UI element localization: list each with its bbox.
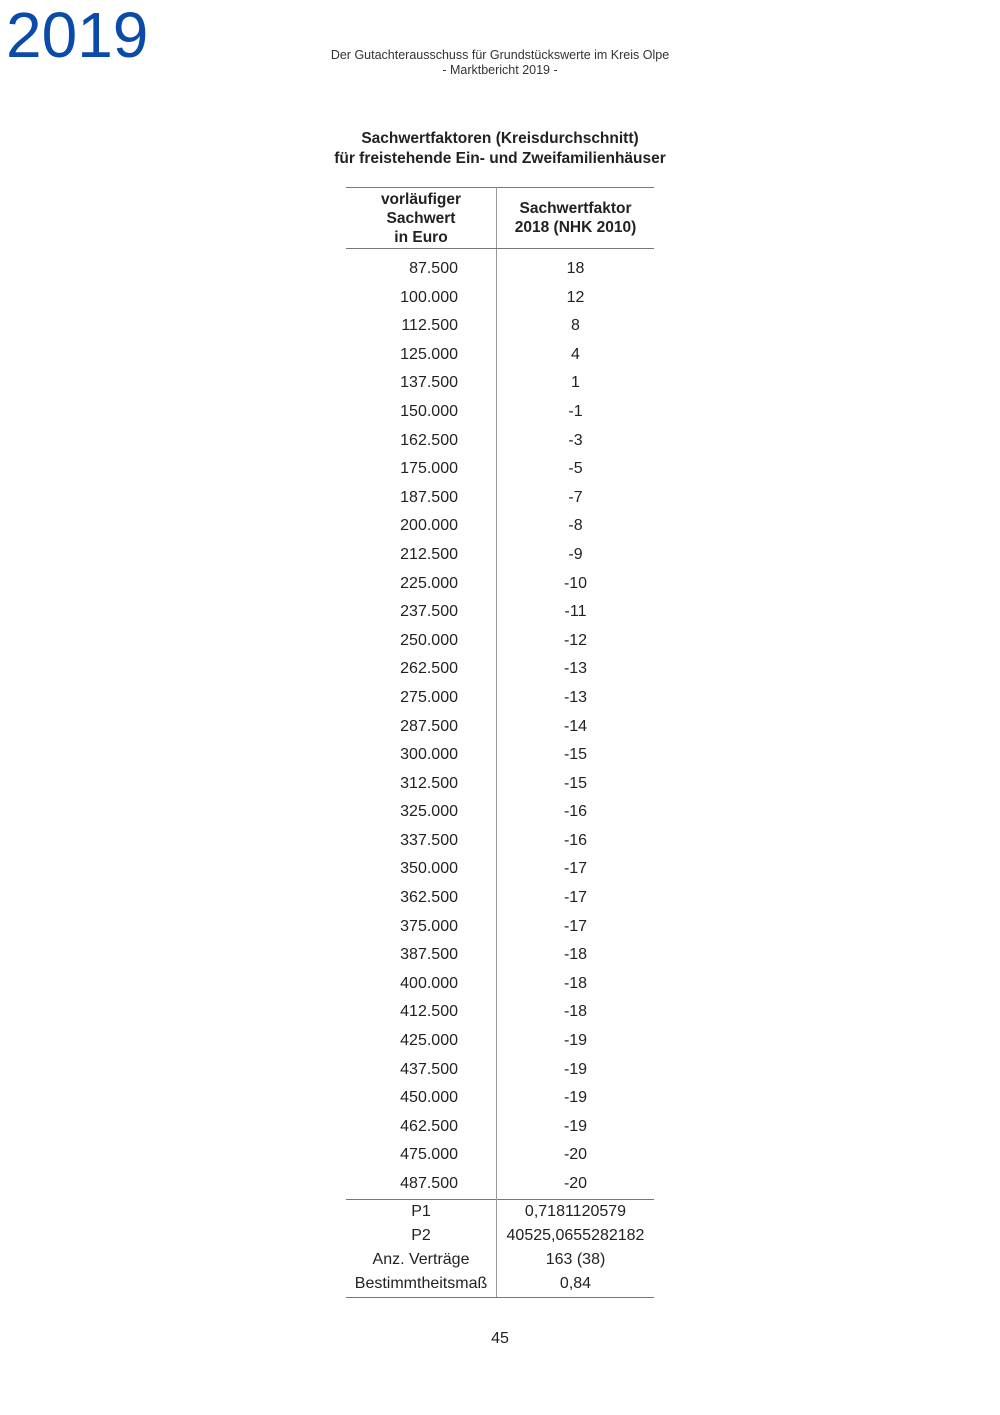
- sachwert-cell: 300.000: [346, 741, 497, 770]
- table-row: [346, 398, 654, 427]
- header-line-1: Der Gutachterausschuss für Grundstückswerte im Kreis Olpe: [330, 48, 670, 62]
- faktor-cell: -3: [568, 431, 583, 449]
- sachwert-cell: 475.000: [346, 1141, 497, 1170]
- sachwert-cell: 262.500: [346, 655, 497, 684]
- sachwert-cell: 150.000: [346, 398, 497, 427]
- column-header-line: in Euro: [394, 228, 448, 246]
- faktor-cell: -19: [563, 1060, 588, 1078]
- table-row: [346, 369, 654, 398]
- sachwert-cell: 200.000: [346, 512, 497, 541]
- summary-row: [346, 1224, 654, 1248]
- faktor-cell: -12: [563, 631, 588, 649]
- sachwert-cell: 187.500: [346, 484, 497, 513]
- table-row: [346, 713, 654, 742]
- summary-row: [346, 1272, 654, 1297]
- faktor-cell: -13: [563, 688, 588, 706]
- sachwertfaktor-table: [346, 187, 654, 1298]
- sachwert-cell: 375.000: [346, 913, 497, 942]
- faktor-cell: -8: [568, 517, 583, 535]
- table-row: [346, 655, 654, 684]
- table-row: [346, 512, 654, 541]
- faktor-cell: 1: [571, 374, 580, 392]
- sachwert-cell: 225.000: [346, 570, 497, 599]
- document-header: [300, 48, 700, 78]
- sachwert-cell: 112.500: [346, 312, 497, 341]
- sachwert-cell: 250.000: [346, 627, 497, 656]
- sachwert-cell: 312.500: [346, 770, 497, 799]
- table-row: [346, 541, 654, 570]
- faktor-cell: -5: [568, 460, 583, 478]
- column-header-line: vorläufiger: [380, 190, 462, 208]
- column-header-line: 2018 (NHK 2010): [514, 219, 637, 236]
- faktor-cell: -1: [568, 402, 583, 420]
- table-row: [346, 884, 654, 913]
- table-header-row: [346, 188, 654, 249]
- column-header-sachwert: [346, 188, 497, 249]
- sachwert-cell: 175.000: [346, 455, 497, 484]
- sachwert-cell: 275.000: [346, 684, 497, 713]
- table-row: [346, 312, 654, 341]
- faktor-cell: 18: [566, 260, 585, 277]
- column-header-line: Sachwertfaktor: [519, 200, 632, 217]
- table-row: [346, 1056, 654, 1085]
- column-header-line: Sachwert: [386, 209, 456, 227]
- summary-value: 163 (38): [545, 1251, 606, 1269]
- summary-value: 0,84: [497, 1272, 655, 1297]
- summary-label: P2: [346, 1224, 497, 1248]
- faktor-cell: 8: [571, 317, 580, 335]
- table-row: [346, 484, 654, 513]
- faktor-cell: -16: [563, 803, 588, 821]
- faktor-cell: -14: [563, 717, 588, 735]
- summary-value: 0,7181120579: [497, 1199, 655, 1224]
- sachwert-cell: 350.000: [346, 855, 497, 884]
- table-row: [346, 1027, 654, 1056]
- faktor-cell: -13: [563, 660, 588, 678]
- sachwert-cell: 362.500: [346, 884, 497, 913]
- table-row: [346, 741, 654, 770]
- sachwert-cell: 125.000: [346, 341, 497, 370]
- faktor-cell: -15: [563, 774, 588, 792]
- table-title-line-1: Sachwertfaktoren (Kreisdurchschnitt): [361, 130, 639, 147]
- table-row: [346, 1170, 654, 1199]
- table-row: [346, 249, 654, 284]
- faktor-cell: -17: [563, 889, 588, 907]
- faktor-cell: -11: [564, 603, 587, 621]
- sachwert-cell: 487.500: [346, 1170, 497, 1199]
- summary-value: 40525,0655282182: [506, 1226, 645, 1244]
- faktor-cell: -10: [563, 574, 588, 592]
- table-row: [346, 1084, 654, 1113]
- sachwert-cell: 437.500: [346, 1056, 497, 1085]
- table-row: [346, 1113, 654, 1142]
- summary-row: [346, 1248, 654, 1272]
- sachwert-cell: 100.000: [346, 284, 497, 313]
- header-line-2: - Marktbericht 2019 -: [442, 63, 558, 77]
- sachwert-cell: 400.000: [346, 970, 497, 999]
- corner-year: 2019: [6, 0, 149, 71]
- summary-label: P1: [346, 1199, 497, 1224]
- faktor-cell: -18: [563, 974, 588, 992]
- sachwert-cell: 287.500: [346, 713, 497, 742]
- table-row: [346, 913, 654, 942]
- table-row: [346, 1141, 654, 1170]
- faktor-cell: -19: [563, 1032, 588, 1050]
- sachwert-cell: 325.000: [346, 798, 497, 827]
- table-row: [346, 684, 654, 713]
- sachwert-cell: 137.500: [346, 369, 497, 398]
- table-row: [346, 284, 654, 313]
- sachwert-cell: 212.500: [346, 541, 497, 570]
- faktor-cell: -16: [563, 831, 588, 849]
- table-title: [300, 129, 700, 169]
- faktor-cell: -20: [563, 1175, 588, 1192]
- sachwert-cell: 412.500: [346, 998, 497, 1027]
- sachwert-cell: 162.500: [346, 427, 497, 456]
- summary-row: [346, 1199, 654, 1224]
- faktor-cell: -18: [563, 946, 588, 964]
- summary-label: Anz. Verträge: [346, 1248, 497, 1272]
- faktor-cell: 4: [571, 345, 580, 363]
- sachwert-cell: 337.500: [346, 827, 497, 856]
- summary-label: Bestimmtheitsmaß: [346, 1272, 497, 1297]
- faktor-cell: -17: [563, 860, 588, 878]
- sachwert-cell: 462.500: [346, 1113, 497, 1142]
- sachwert-cell: 237.500: [346, 598, 497, 627]
- sachwert-cell: 450.000: [346, 1084, 497, 1113]
- page-number: 45: [491, 1330, 509, 1347]
- table-row: [346, 827, 654, 856]
- faktor-cell: -15: [563, 746, 588, 764]
- table-row: [346, 998, 654, 1027]
- table-row: [346, 598, 654, 627]
- faktor-cell: -17: [563, 917, 588, 935]
- table-row: [346, 941, 654, 970]
- sachwert-cell: 425.000: [346, 1027, 497, 1056]
- table-row: [346, 570, 654, 599]
- table-row: [346, 341, 654, 370]
- table-row: [346, 798, 654, 827]
- faktor-cell: -7: [568, 488, 583, 506]
- faktor-cell: -19: [563, 1089, 588, 1107]
- table-row: [346, 455, 654, 484]
- table-row: [346, 627, 654, 656]
- table-row: [346, 770, 654, 799]
- table-title-line-2: für freistehende Ein- und Zweifamilienhäuser: [334, 150, 666, 167]
- faktor-cell: -18: [563, 1003, 588, 1021]
- sachwert-cell: 387.500: [346, 941, 497, 970]
- faktor-cell: -20: [563, 1146, 588, 1164]
- faktor-cell: -9: [568, 545, 583, 563]
- sachwert-cell: 87.500: [346, 249, 497, 284]
- column-header-faktor: [497, 188, 655, 249]
- table-row: [346, 427, 654, 456]
- table-row: [346, 855, 654, 884]
- faktor-cell: 12: [566, 288, 585, 306]
- faktor-cell: -19: [563, 1117, 588, 1135]
- table-row: [346, 970, 654, 999]
